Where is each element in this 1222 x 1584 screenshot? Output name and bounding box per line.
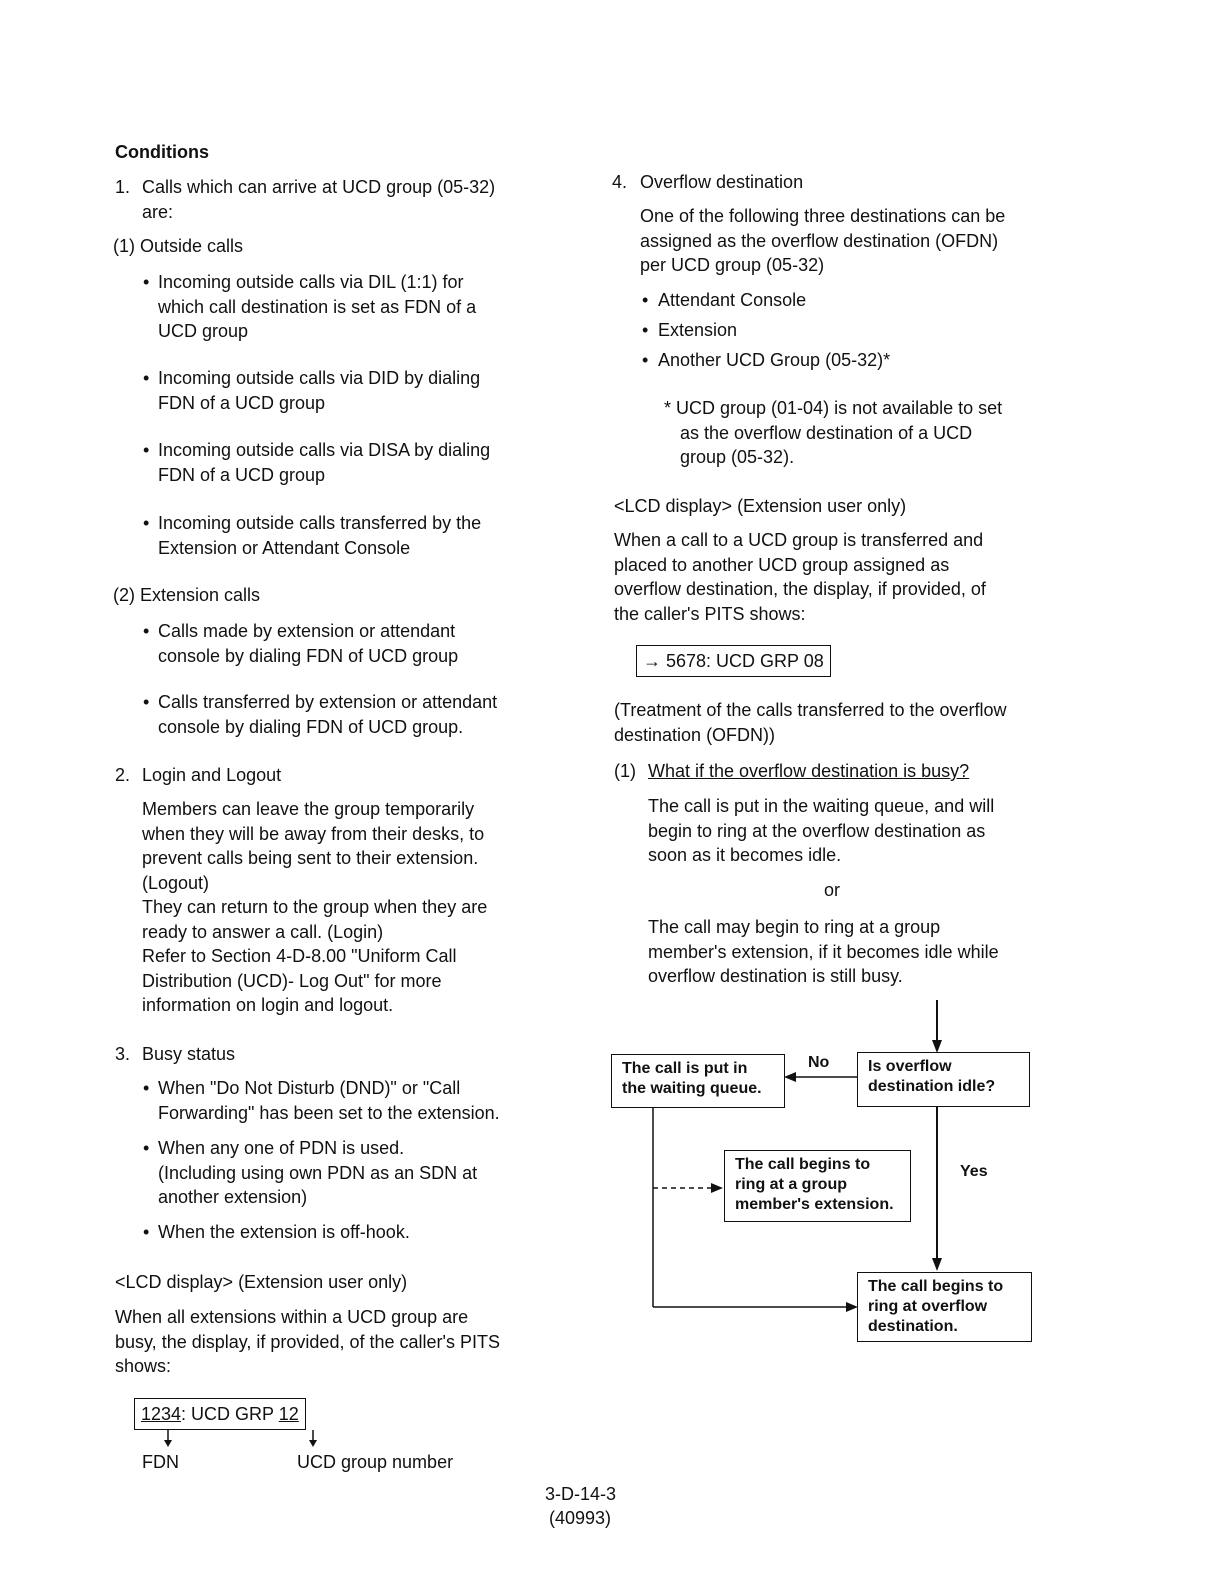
bullet-line: When any one of PDN is used.: [158, 1138, 405, 1158]
item2-line: when they will be away from their desks, to: [142, 823, 485, 844]
bullet-dot: •: [143, 692, 150, 712]
flow-box-line: member's extension.: [735, 1196, 894, 1213]
answer-line: The call is put in the waiting queue, and will: [648, 796, 995, 816]
answer-line: begin to ring at the overflow destination as: [648, 820, 986, 841]
item2-line: ready to answer a call. (Login): [142, 921, 384, 942]
footnote-line: * UCD group (01-04) is not available to set: [664, 398, 1003, 418]
lcd-text-line: the caller's PITS shows:: [614, 603, 806, 624]
bullet-line: When "Do Not Disturb (DND)" or "Call: [158, 1078, 461, 1098]
page-number: 3-D-14-3: [545, 1484, 617, 1504]
bullet-line: Extension or Attendant Console: [158, 537, 411, 558]
bullet-line: another extension): [158, 1187, 308, 1207]
bullet-line: (Including using own PDN as an SDN at: [158, 1162, 478, 1183]
treatment-line: destination (OFDN)): [614, 724, 776, 745]
bullet-line: Calls made by extension or attendant: [158, 621, 456, 641]
item4-bullet-2: Extension: [658, 320, 738, 340]
question-number: (1): [614, 761, 636, 781]
flow-box-queue: [611, 1054, 785, 1108]
bullet-dot: •: [143, 1078, 150, 1098]
item4-bullet-3: Another UCD Group (05-32)*: [658, 350, 891, 370]
lcd-text-line: When a call to a UCD group is transferred and: [614, 530, 984, 550]
bullet-dot: •: [642, 350, 649, 370]
item4-line: assigned as the overflow destination (OFDN): [640, 230, 999, 251]
bullet-dot: •: [143, 621, 150, 641]
lcd-fdn: 1234: [141, 1404, 182, 1424]
item4-line: per UCD group (05-32): [640, 255, 825, 275]
flow-box-line: ring at overflow: [868, 1298, 988, 1315]
item2-title: Login and Logout: [142, 765, 282, 785]
lcd-text-line: placed to another UCD group assigned as: [614, 554, 950, 575]
flow-box-line: Is overflow: [868, 1058, 952, 1075]
answer-line: The call may begin to ring at a group: [648, 917, 941, 937]
item2-line: They can return to the group when they are: [142, 897, 488, 917]
bullet-line: FDN of a UCD group: [158, 464, 326, 485]
item2-line: prevent calls being sent to their extension.: [142, 848, 479, 868]
item1-line: are:: [142, 201, 174, 222]
lcd-display-box-right: → 5678: UCD GRP 08: [636, 645, 831, 677]
flow-box-line: The call begins to: [735, 1156, 871, 1173]
flow-box-line: The call begins to: [868, 1278, 1004, 1295]
conditions-heading: Conditions: [115, 142, 209, 162]
flow-box-line: ring at a group: [735, 1176, 847, 1193]
lcd-grp: 12: [278, 1404, 299, 1424]
flow-box-line: destination.: [868, 1318, 958, 1335]
bullet-line: console by dialing FDN of UCD group: [158, 645, 459, 666]
bullet-line: Incoming outside calls via DISA by dialing: [158, 440, 491, 460]
bullet-line: FDN of a UCD group: [158, 392, 326, 413]
lcd-label-fdn: FDN: [142, 1452, 179, 1472]
flow-box-line: The call is put in: [622, 1060, 748, 1077]
answer-line: overflow destination is still busy.: [648, 966, 903, 986]
bullet-dot: •: [143, 1138, 150, 1158]
bullet-line: UCD group: [158, 321, 249, 341]
bullet-line: console by dialing FDN of UCD group.: [158, 716, 464, 737]
lcd-heading-left: <LCD display> (Extension user only): [115, 1272, 408, 1292]
bullet-dot: •: [143, 1222, 150, 1242]
bullet-line: Incoming outside calls via DID by dialing: [158, 368, 481, 388]
item2-line: Members can leave the group temporarily: [142, 799, 475, 819]
lcd-text-line: shows:: [115, 1356, 172, 1376]
answer-line: soon as it becomes idle.: [648, 845, 842, 865]
flow-box-overflow: [857, 1272, 1032, 1342]
item4-line: One of the following three destinations can be: [640, 206, 1006, 226]
bullet-line: Forwarding" has been set to the extension.: [158, 1102, 500, 1123]
lcd-text-line: overflow destination, the display, if provided, of: [614, 579, 986, 599]
lcd-heading-right: <LCD display> (Extension user only): [614, 496, 907, 516]
flow-box-line: the waiting queue.: [622, 1080, 762, 1097]
sub1-label: (1) Outside calls: [113, 236, 244, 256]
or-text: or: [824, 880, 841, 900]
item3-number: 3.: [115, 1044, 131, 1064]
footnote-line: as the overflow destination of a UCD: [680, 422, 973, 443]
bullet-dot: •: [143, 368, 150, 388]
bullet-line: Calls transferred by extension or attendant: [158, 692, 498, 712]
item2-line: information on login and logout.: [142, 995, 394, 1015]
sub2-label: (2) Extension calls: [113, 585, 261, 605]
answer-line: member's extension, if it becomes idle while: [648, 941, 999, 962]
bullet-dot: •: [642, 320, 649, 340]
bullet-line: which call destination is set as FDN of a: [158, 296, 477, 317]
item2-line: (Logout): [142, 872, 210, 893]
flow-box-idle: [857, 1052, 1030, 1107]
bullet-dot: •: [642, 290, 649, 310]
bullet-dot: •: [143, 440, 150, 460]
question-text: What if the overflow destination is busy?: [648, 761, 970, 781]
item1-line: Calls which can arrive at UCD group (05-32): [142, 177, 496, 197]
document-code: (40993): [549, 1508, 612, 1528]
lcd-text-line: busy, the display, if provided, of the caller's PITS: [115, 1331, 500, 1352]
bullet-line: Incoming outside calls via DIL (1:1) for: [158, 272, 464, 292]
item2-number: 2.: [115, 765, 131, 785]
bullet-line: Incoming outside calls transferred by the: [158, 513, 482, 533]
item2-line: Refer to Section 4-D-8.00 "Uniform Call: [142, 946, 457, 966]
flow-label-yes: Yes: [960, 1163, 988, 1180]
item1-number: 1.: [115, 177, 131, 197]
lcd-label-grp: UCD group number: [297, 1452, 454, 1472]
bullet-dot: •: [143, 513, 150, 533]
bullet-dot: •: [143, 272, 150, 292]
bullet-line: When the extension is off-hook.: [158, 1222, 410, 1242]
lcd-mid: : UCD GRP: [181, 1404, 279, 1424]
item4-number: 4.: [612, 172, 628, 192]
treatment-line: (Treatment of the calls transferred to the overflow: [614, 700, 1007, 720]
footnote-line: group (05-32).: [680, 447, 795, 467]
flow-box-line: destination idle?: [868, 1078, 996, 1095]
flow-label-no: No: [808, 1054, 830, 1071]
lcd-text-line: When all extensions within a UCD group are: [115, 1307, 469, 1327]
item4-bullet-1: Attendant Console: [658, 290, 807, 310]
flow-box-member: [724, 1150, 911, 1222]
item4-title: Overflow destination: [640, 172, 804, 192]
item2-line: Distribution (UCD)- Log Out" for more: [142, 970, 442, 991]
item3-title: Busy status: [142, 1044, 236, 1064]
